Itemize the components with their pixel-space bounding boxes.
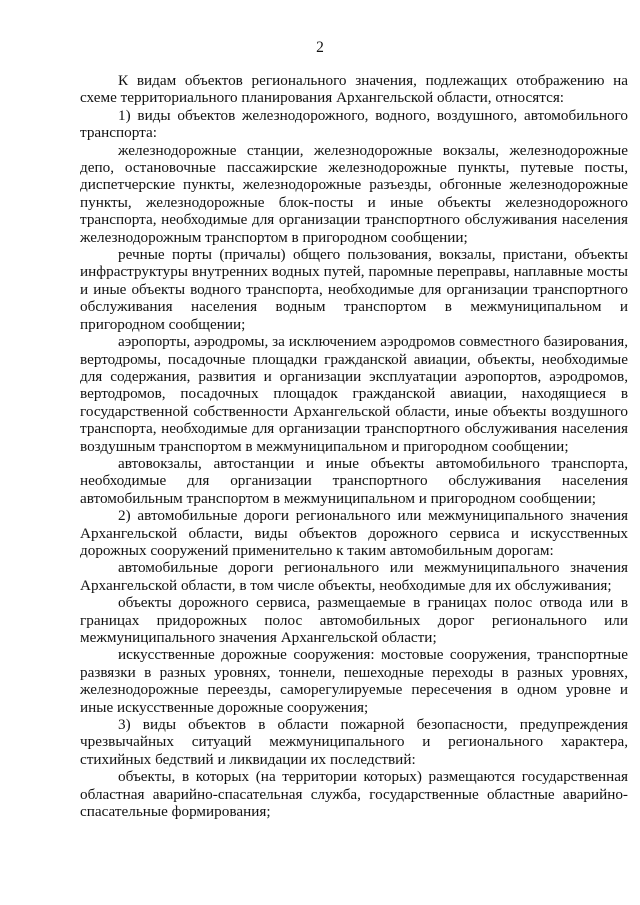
paragraph-item-3-heading: 3) виды объектов в области пожарной безопасности, предупреждения чрезвычайных ситуаций межмуниципального и регионального характера, стихийных бедствий и ликвидации их последствий: xyxy=(80,716,628,768)
paragraph-intro: К видам объектов регионального значения, подлежащих отображению на схеме территориального планирования Архангельской области, относятся: xyxy=(80,72,628,107)
paragraph-item-1-heading: 1) виды объектов железнодорожного, водного, воздушного, автомобильного транспорта: xyxy=(80,106,628,142)
paragraph-road-transport-objects: автовокзалы, автостанции и иные объекты автомобильного транспорта, необходимые для организации транспортного обслуживания населения автомобильным транспортом в межмуниципальном и пригородном сообщении; xyxy=(80,454,628,507)
paragraph-item-2-heading: 2) автомобильные дороги регионального или межмуниципального значения Архангельской области, виды объектов дорожного сервиса и искусственных дорожных сооружений применительно к таким автомобильным дорогам: xyxy=(80,507,628,559)
paragraph-road-structures: искусственные дорожные сооружения: мостовые сооружения, транспортные развязки в разных уровнях, тоннели, пешеходные переходы в разных уровнях, железнодорожные переезды, саморегулируемые пересечения в одном уровне и иные искусственные дорожные сооружения; xyxy=(80,646,628,716)
page-number: 2 xyxy=(316,39,324,56)
paragraph-rescue-objects: объекты, в которых (на территории которых) размещаются государственная областная аварийно-спасательная служба, государственные областные аварийно-спасательные формирования; xyxy=(80,768,628,821)
document-body xyxy=(80,72,628,820)
paragraph-railway-objects: железнодорожные станции, железнодорожные вокзалы, железнодорожные депо, остановочные пассажирские железнодорожные пункты, путевые посты, диспетчерские пункты, железнодорожные разъезды, обгонные железнодорожные пункты, железнодорожные блок-посты и иные объекты железнодорожного транспорта, необходимые для организации транспортного обслуживания населения железнодорожным транспортом в пригородном сообщении; xyxy=(80,141,628,246)
paragraph-road-service-objects: объекты дорожного сервиса, размещаемые в границах полос отвода или в границах придорожных полос автомобильных дорог регионального или межмуниципального значения Архангельской области; xyxy=(80,594,628,646)
paragraph-water-transport-objects: речные порты (причалы) общего пользования, вокзалы, пристани, объекты инфраструктуры внутренних водных путей, паромные переправы, наплавные мосты и иные объекты водного транспорта, необходимые для организации транспортного обслуживания населения водным транспортом в межмуниципальном и пригородном сообщении; xyxy=(80,246,628,333)
paragraph-regional-roads: автомобильные дороги регионального или межмуниципального значения Архангельской области, в том числе объекты, необходимые для их обслуживания; xyxy=(80,559,628,594)
paragraph-air-transport-objects: аэропорты, аэродромы, за исключением аэродромов совместного базирования, вертодромы, посадочные площадки гражданской авиации, объекты, необходимые для содержания, развития и организации эксплуатации аэропортов, аэродромов, вертодромов, посадочных площадок гражданской авиации, находящиеся в государственной собственности Архангельской области, иные объекты воздушного транспорта, необходимые для организации транспортного обслуживания населения воздушным транспортом в межмуниципальном и пригородном сообщении; xyxy=(80,333,628,455)
